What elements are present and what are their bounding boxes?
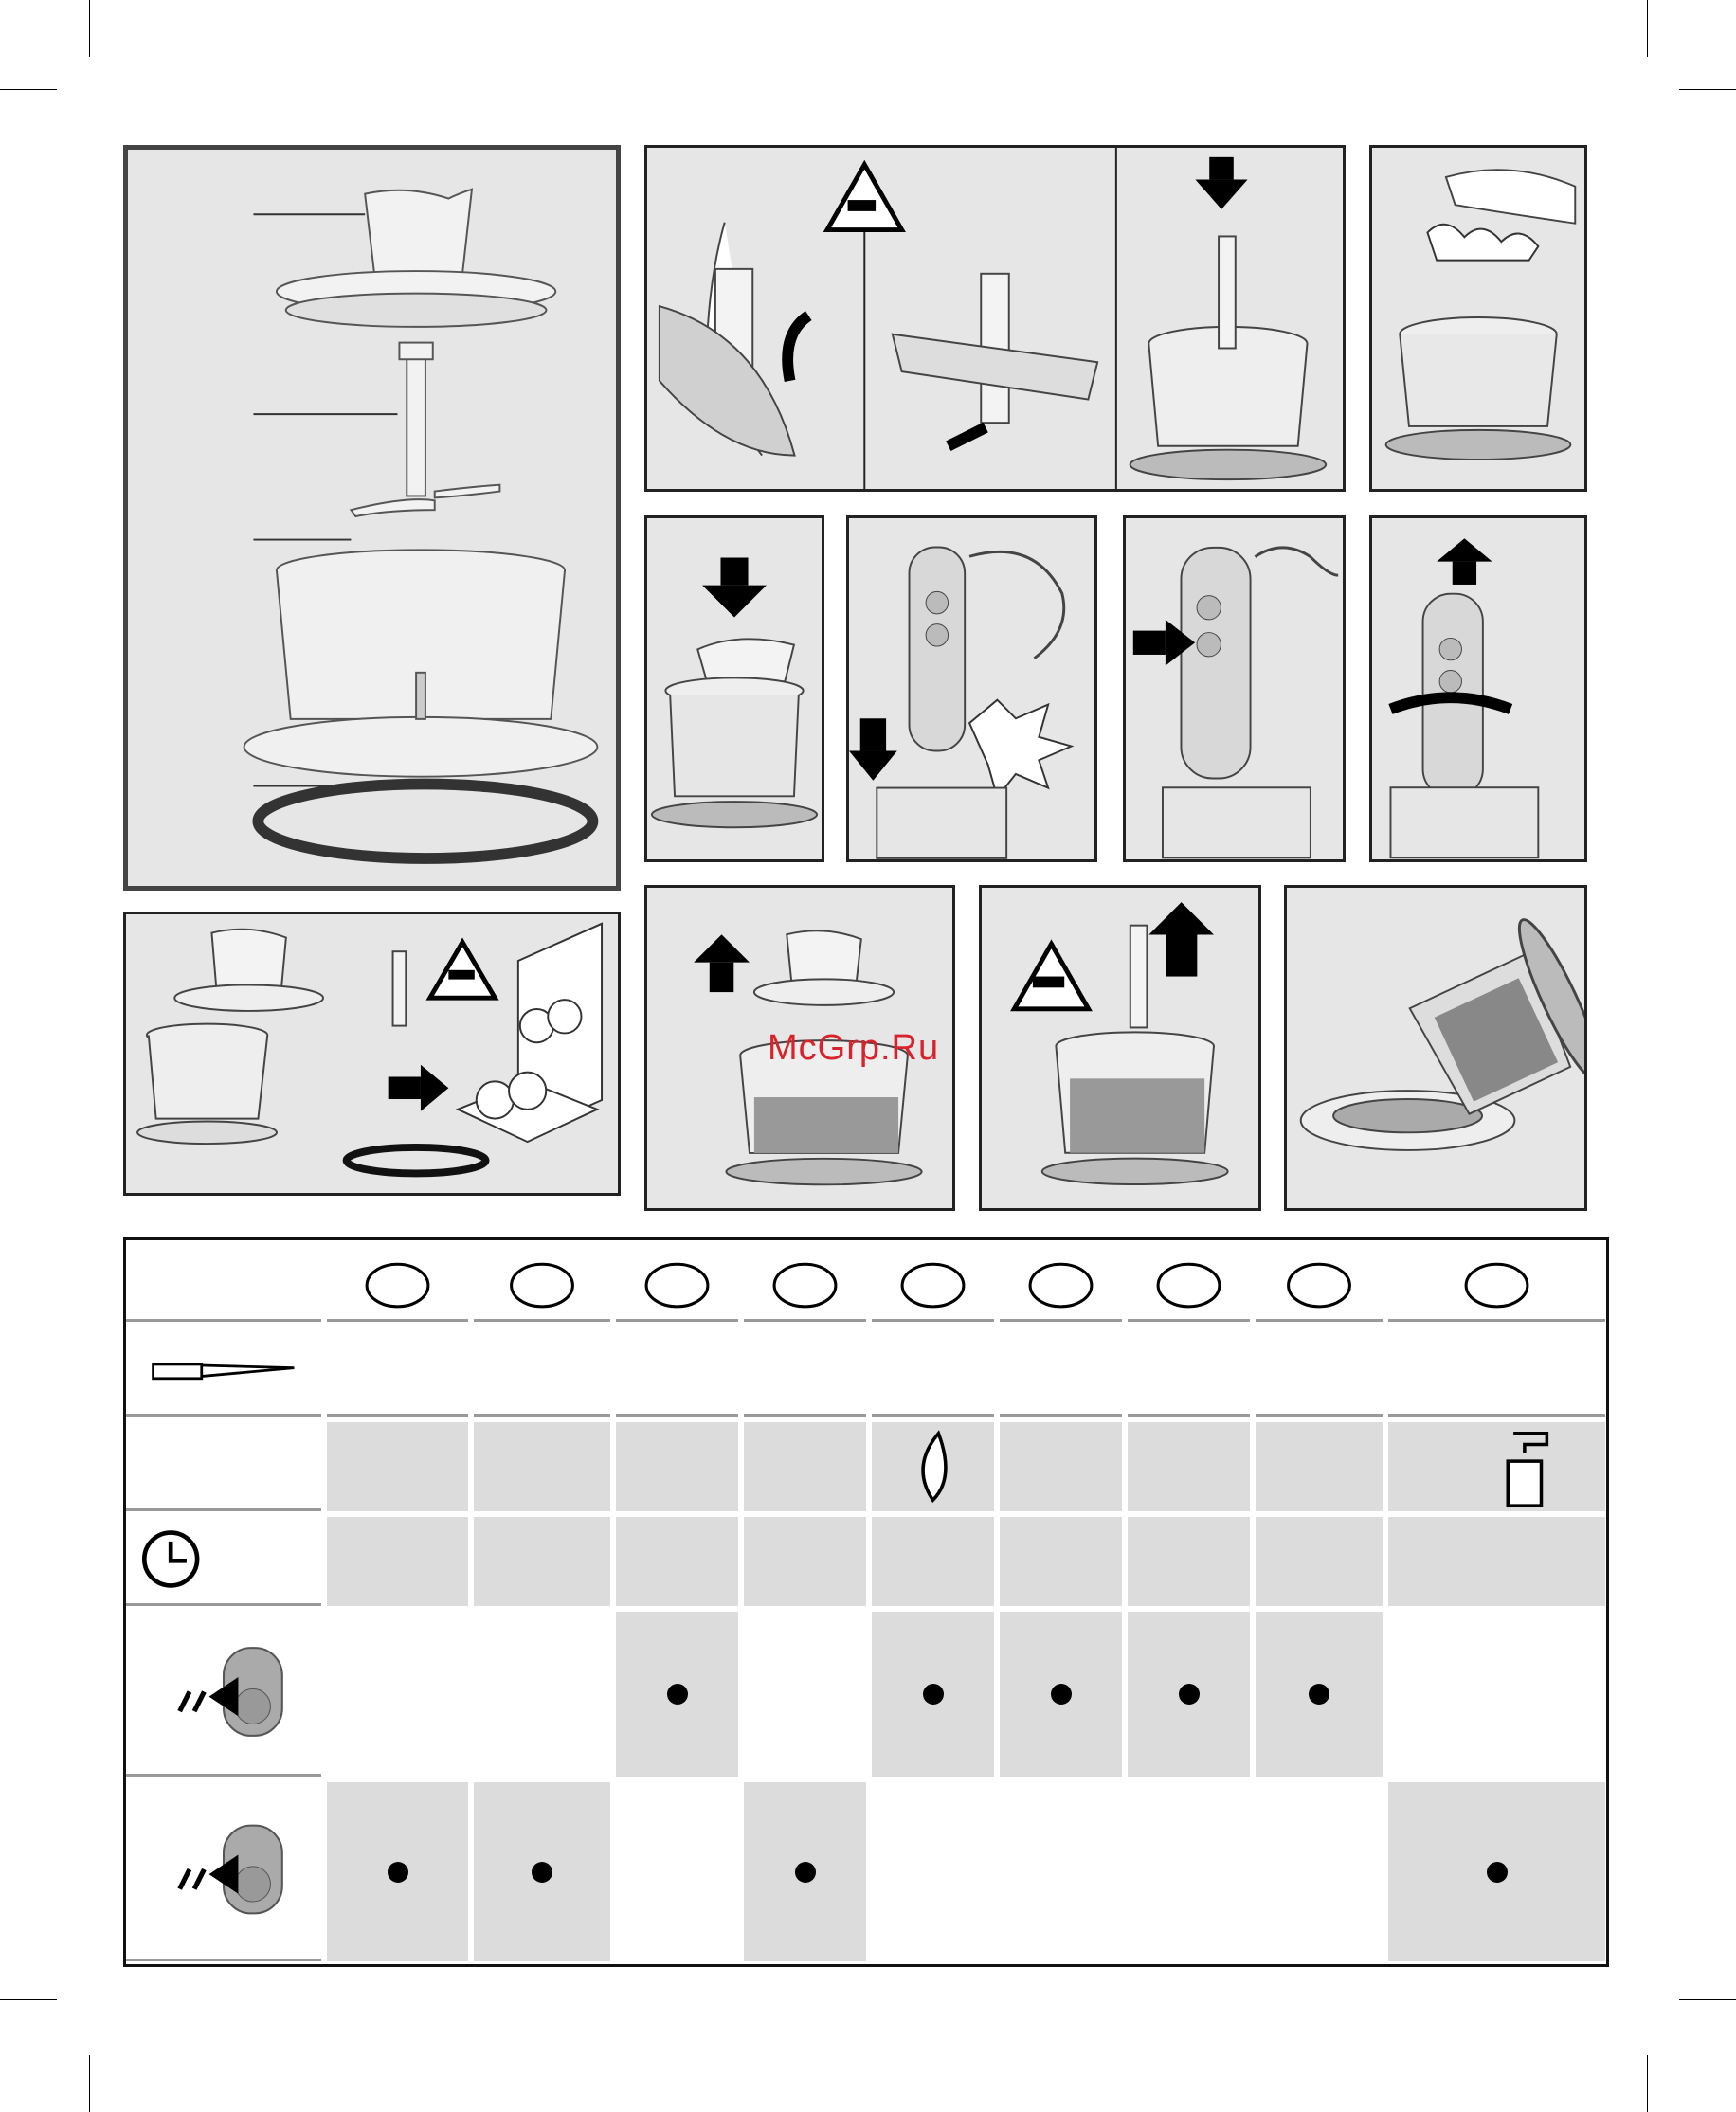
cell-ingredient-nuts <box>1128 1242 1250 1322</box>
remove-blade-cover-panel <box>644 145 1346 492</box>
attach-lid-panel <box>644 515 824 862</box>
crop-mark <box>1647 0 1648 57</box>
parts-overview-panel <box>123 145 621 891</box>
cell-normal-switch-carrot <box>1000 1782 1122 1961</box>
meat-icon <box>327 1242 468 1319</box>
selected-dot <box>1309 1684 1329 1705</box>
remove-blade-cover-illustration <box>647 148 1343 489</box>
arrow-icon <box>389 1065 449 1111</box>
crop-mark <box>1647 2055 1648 2112</box>
arrow-icon <box>1195 157 1247 209</box>
add-food-illustration <box>1372 148 1584 489</box>
carrot-icon <box>1000 1242 1122 1319</box>
row-header-soak-or-add-water <box>126 1420 321 1511</box>
cell-normal-switch-garlic <box>872 1782 994 1961</box>
cell-normal-switch-almonds <box>1256 1782 1383 1961</box>
cell-preparation-nuts <box>1128 1327 1250 1417</box>
blade-part <box>351 343 499 516</box>
row-header-preparation <box>126 1326 321 1417</box>
cell-preparation-onion <box>616 1327 738 1417</box>
blank-icon <box>126 1240 321 1319</box>
cell-turbo-switch-nuts <box>1128 1612 1250 1777</box>
cell-normal-switch-nuts <box>1128 1782 1250 1961</box>
selected-dot <box>1487 1862 1508 1883</box>
row-header-turbo-switch <box>126 1610 321 1777</box>
selected-dot <box>795 1862 816 1883</box>
cell-time-onion <box>616 1517 738 1606</box>
cell-time-almonds <box>1256 1517 1383 1606</box>
cell-turbo-switch-herbs <box>744 1612 866 1777</box>
cell-preparation-chili <box>1388 1327 1605 1417</box>
cell-ingredient-herbs <box>744 1242 866 1322</box>
arrow-icon <box>1148 902 1214 976</box>
cell-time-meat <box>327 1517 468 1606</box>
lid-part <box>277 190 555 327</box>
crop-mark <box>1679 89 1736 90</box>
cell-normal-switch-herbs <box>744 1782 866 1961</box>
cell-soak-or-add-water-nuts <box>1128 1422 1250 1511</box>
arrow-icon <box>702 558 767 618</box>
crop-mark <box>89 2055 90 2112</box>
cell-time-chili <box>1388 1517 1605 1606</box>
cleaning-dishwasher-panel <box>123 912 621 1196</box>
faucet-water-icon <box>1388 1422 1605 1511</box>
knife-icon <box>126 1326 321 1414</box>
cell-turbo-switch-chili <box>1388 1612 1605 1777</box>
attach-motor-part-panel <box>846 515 1097 862</box>
clock-icon <box>126 1515 321 1603</box>
cell-soak-or-add-water-onion <box>616 1422 738 1511</box>
cleaning-dishwasher-illustration <box>126 914 618 1193</box>
garlic-icon <box>872 1242 994 1319</box>
cell-ingredient-garlic <box>872 1242 994 1322</box>
crop-mark <box>0 89 57 90</box>
arrow-icon <box>849 718 897 780</box>
cell-ingredient-almonds <box>1256 1242 1383 1322</box>
cheese-icon <box>474 1242 610 1319</box>
dishwasher-icon <box>458 924 602 1142</box>
row-header-normal-switch <box>126 1780 321 1961</box>
cell-time-garlic <box>872 1517 994 1606</box>
switch-icon <box>126 1780 321 1959</box>
press-switch-panel <box>1123 515 1346 862</box>
cell-turbo-switch-meat <box>327 1612 468 1777</box>
press-switch-illustration <box>1126 518 1343 859</box>
cell-time-carrot <box>1000 1517 1122 1606</box>
cell-soak-or-add-water-garlic <box>872 1422 994 1511</box>
row-header-time <box>126 1515 321 1606</box>
attach-lid-illustration <box>647 518 822 859</box>
blade-warning-triangle-icon <box>827 165 902 230</box>
cell-turbo-switch-onion <box>616 1612 738 1777</box>
selected-dot <box>667 1684 688 1705</box>
cell-ingredient-carrot <box>1000 1242 1122 1322</box>
blade-warning-triangle-icon <box>1014 944 1088 1009</box>
selected-dot <box>388 1862 408 1883</box>
chili-icon <box>1388 1242 1605 1319</box>
cell-turbo-switch-garlic <box>872 1612 994 1777</box>
cell-time-herbs <box>744 1517 866 1606</box>
empty-bowl-illustration <box>1287 888 1584 1208</box>
cell-soak-or-add-water-chili <box>1388 1422 1605 1511</box>
cell-ingredient-cheese <box>474 1242 610 1322</box>
selected-dot <box>1179 1684 1200 1705</box>
cell-ingredient-chili <box>1388 1242 1605 1322</box>
arrow-icon <box>694 934 750 992</box>
cell-normal-switch-onion <box>616 1782 738 1961</box>
onion-icon <box>616 1242 738 1319</box>
selected-dot <box>532 1862 552 1883</box>
crop-mark <box>0 1999 57 2000</box>
processing-table <box>123 1237 1609 1967</box>
herbs-icon <box>744 1242 866 1319</box>
cell-turbo-switch-almonds <box>1256 1612 1383 1777</box>
cell-soak-or-add-water-carrot <box>1000 1422 1122 1511</box>
cell-turbo-switch-cheese <box>474 1612 610 1777</box>
cell-soak-or-add-water-meat <box>327 1422 468 1511</box>
cell-preparation-meat <box>327 1327 468 1417</box>
detach-motor-part-panel <box>1369 515 1587 862</box>
cell-soak-or-add-water-almonds <box>1256 1422 1383 1511</box>
anti-slip-ring-part <box>258 785 592 858</box>
cell-preparation-carrot <box>1000 1327 1122 1417</box>
crop-mark <box>89 0 90 57</box>
empty-bowl-panel <box>1284 885 1587 1211</box>
parts-illustration <box>128 150 616 886</box>
arrow-icon <box>949 427 986 446</box>
cell-ingredient-meat <box>327 1242 468 1322</box>
selected-dot <box>1051 1684 1072 1705</box>
cell-preparation-herbs <box>744 1327 866 1417</box>
attach-motor-part-illustration <box>849 518 1094 859</box>
detach-motor-part-illustration <box>1372 518 1584 859</box>
remove-blade-illustration <box>982 888 1258 1208</box>
switch-icon <box>126 1610 321 1774</box>
arrow-icon <box>787 316 808 381</box>
cell-normal-switch-chili <box>1388 1782 1605 1961</box>
cell-preparation-garlic <box>872 1327 994 1417</box>
cell-preparation-cheese <box>474 1327 610 1417</box>
remove-blade-panel <box>979 885 1261 1211</box>
cell-turbo-switch-carrot <box>1000 1612 1122 1777</box>
arrow-icon <box>1437 538 1492 585</box>
watermark-text: McGrp.Ru <box>768 1028 940 1068</box>
selected-dot <box>923 1684 944 1705</box>
cell-ingredient-onion <box>616 1242 738 1322</box>
cell-normal-switch-meat <box>327 1782 468 1961</box>
cell-soak-or-add-water-herbs <box>744 1422 866 1511</box>
blank-icon <box>126 1420 321 1508</box>
cell-preparation-almonds <box>1256 1327 1383 1417</box>
cell-time-nuts <box>1128 1517 1250 1606</box>
cell-time-cheese <box>474 1517 610 1606</box>
bowl-part <box>244 550 598 776</box>
blade-warning-triangle-icon <box>430 942 496 998</box>
cell-normal-switch-cheese <box>474 1782 610 1961</box>
garlic-clove-icon <box>872 1422 994 1511</box>
nuts-icon <box>1128 1242 1250 1319</box>
almonds-icon <box>1256 1242 1383 1319</box>
crop-mark <box>1679 1999 1736 2000</box>
add-food-panel <box>1369 145 1587 492</box>
row-header-ingredient <box>126 1240 321 1322</box>
cell-soak-or-add-water-cheese <box>474 1422 610 1511</box>
